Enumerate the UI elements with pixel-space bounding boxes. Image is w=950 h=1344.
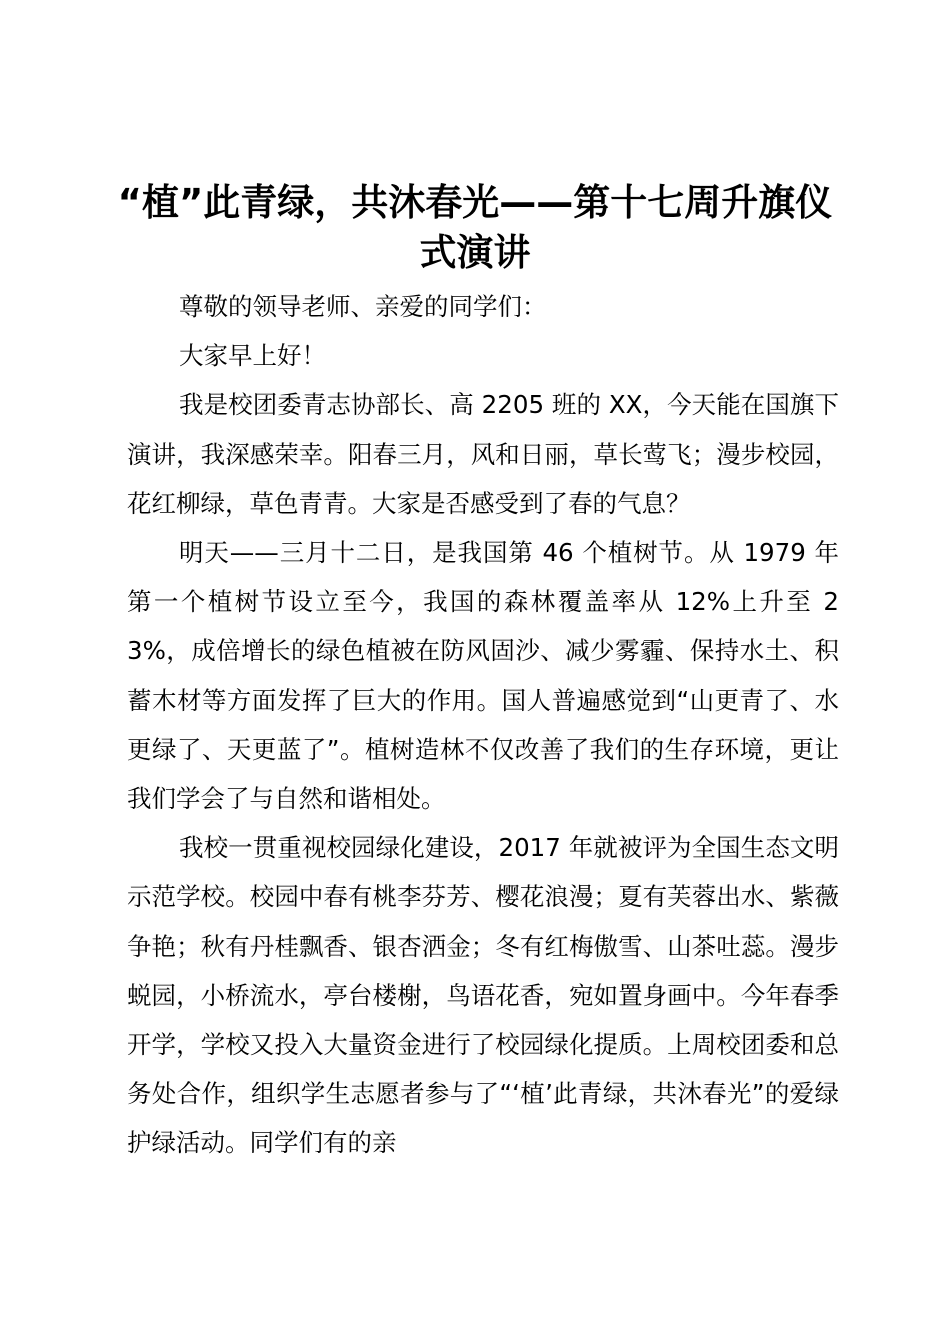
paragraph-greeting: 大家早上好！ bbox=[179, 341, 326, 371]
paragraph-arbor-day: 明天——三月十二日，是我国第 46 个植树节。从 1979 年第一个植树节设立至今，我国的森林覆盖率从 12%上升至 23%，成倍增长的绿色植被在防风固沙、减少雾霾、保持水土、积蓄木材等方面发挥了巨大的作用。国人普遍感觉到“山更青了、水更绿了、天更蓝了”。植树造林不仅改善了我们的生存环境，更让我们学会了与自然和谐相处。 bbox=[127, 538, 839, 814]
paragraph-campus-greening: 我校一贯重视校园绿化建设，2017 年就被评为全国生态文明示范学校。校园中春有桃李芬芳、樱花浪漫；夏有芙蓉出水、紫薇争艳；秋有丹桂飘香、银杏洒金；冬有红梅傲雪、山茶吐蕊。漫步蜕园，小桥流水，亭台楼榭，鸟语花香，宛如置身画中。今年春季开学，学校又投入大量资金进行了校园绿化提质。上周校团委和总务处合作，组织学生志愿者参与了“‘植’此青绿，共沐春光”的爱绿护绿活动。同学们有的亲 bbox=[127, 833, 839, 1158]
document-body bbox=[127, 282, 839, 1168]
document-title: “植”此青绿，共沐春光——第十七周升旗仪式演讲 bbox=[117, 181, 833, 274]
paragraph-introduction: 我是校团委青志协部长、高 2205 班的 XX，今天能在国旗下演讲，我深感荣幸。阳春三月，风和日丽，草长莺飞；漫步校园，花红柳绿，草色青青。大家是否感受到了春的气息？ bbox=[127, 390, 839, 518]
paragraph-salutation: 尊敬的领导老师、亲爱的同学们： bbox=[179, 292, 547, 321]
